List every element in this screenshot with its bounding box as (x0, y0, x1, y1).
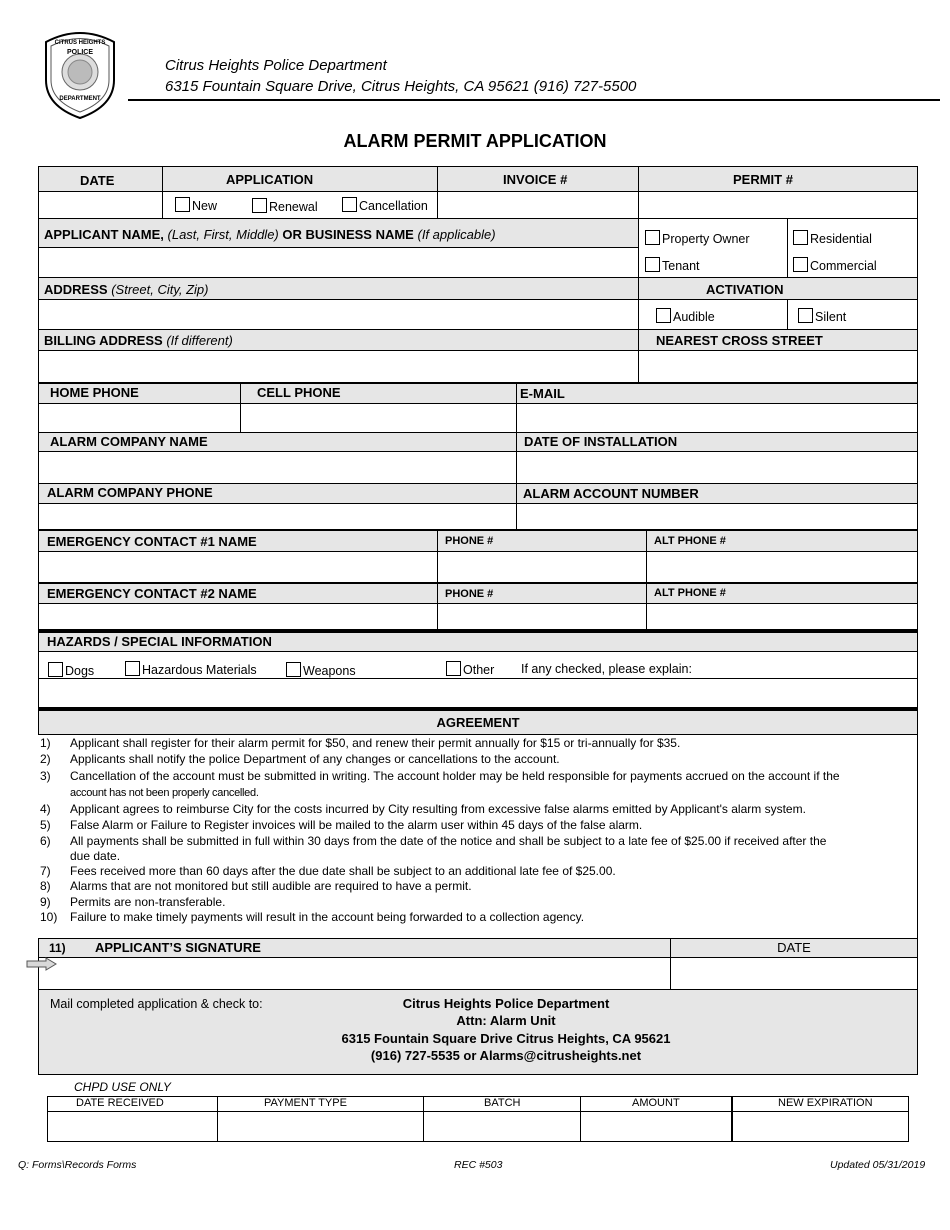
office-new-expiration-field[interactable] (733, 1112, 908, 1141)
page-title: ALARM PERMIT APPLICATION (343, 131, 607, 151)
hazard-dogs-checkbox[interactable]: Dogs (48, 662, 94, 678)
arrow-right-icon (26, 957, 58, 971)
date-label: DATE (80, 173, 115, 188)
address-field[interactable] (39, 300, 637, 329)
checkbox-icon (793, 257, 808, 272)
mail-address-line-1: Citrus Heights Police Department (402, 996, 610, 1011)
checkbox-icon (286, 662, 301, 677)
mail-prompt: Mail completed application & check to: (50, 997, 263, 1011)
agreement-item: account has not been properly cancelled. (70, 787, 259, 799)
checkbox-icon (798, 308, 813, 323)
alarm-account-number-label: ALARM ACCOUNT NUMBER (523, 486, 699, 501)
tenant-checkbox[interactable]: Tenant (645, 257, 700, 273)
residential-checkbox[interactable]: Residential (793, 230, 872, 246)
home-phone-label: HOME PHONE (50, 385, 139, 400)
alarm-company-name-field[interactable] (39, 452, 515, 483)
office-col-date-received: DATE RECEIVED (76, 1097, 164, 1109)
cell-phone-field[interactable] (241, 404, 515, 432)
checkbox-icon (793, 230, 808, 245)
hazard-explanation-field[interactable] (39, 679, 917, 707)
footer-form-number: REC #503 (454, 1159, 503, 1171)
agreement-item: 5) False Alarm or Failure to Register invoices will be mailed to the alarm user within 45 days of the false alarm. (40, 818, 643, 832)
ec2-alt-phone-field[interactable] (647, 604, 917, 629)
invoice-field[interactable] (438, 192, 637, 218)
mail-address-line-4: (916) 727-5535 or Alarms@citrusheights.net (370, 1048, 642, 1063)
badge-text-middle: POLICE (66, 49, 94, 56)
billing-address-field[interactable] (39, 351, 637, 382)
signature-field[interactable] (60, 958, 669, 989)
application-new-checkbox[interactable]: New (175, 197, 217, 213)
application-cancellation-checkbox[interactable]: Cancellation (342, 197, 428, 213)
ec2-phone-field[interactable] (438, 604, 645, 629)
permit-field[interactable] (639, 192, 917, 218)
police-badge-logo (42, 28, 118, 120)
mail-address-line-2: Attn: Alarm Unit (456, 1013, 556, 1028)
agreement-item: 8) Alarms that are not monitored but still audible are required to have a permit. (40, 879, 472, 893)
office-amount-field[interactable] (581, 1112, 730, 1141)
agreement-item: 6) All payments shall be submitted in full within 30 days from the date of the notice and shall be subject to a late fee of $25.00 if received after the (40, 834, 827, 848)
dept-name: Citrus Heights Police Department (165, 57, 387, 74)
office-col-batch: BATCH (484, 1097, 521, 1109)
ec2-alt-phone-label: ALT PHONE # (654, 587, 726, 599)
ec1-phone-field[interactable] (438, 552, 645, 582)
office-col-new-expiration: NEW EXPIRATION (778, 1097, 873, 1109)
agreement-item: 7) Fees received more than 60 days after the due date shall be subject to an additional late fee of $25.00. (40, 864, 616, 878)
agreement-item: 2) Applicants shall notify the police Department of any changes or cancellations to the account. (40, 752, 560, 766)
applicant-name-label: APPLICANT NAME, (Last, First, Middle) OR BUSINESS NAME (If applicable) (44, 227, 496, 242)
hazard-other-checkbox[interactable]: Other (446, 661, 494, 677)
office-batch-field[interactable] (424, 1112, 579, 1141)
commercial-checkbox[interactable]: Commercial (793, 257, 877, 273)
agreement-item: 1) Applicant shall register for their alarm permit for $50, and renew their permit annually for $15 or tri-annually for $35. (40, 736, 681, 750)
application-label: APPLICATION (226, 172, 314, 187)
applicant-name-field[interactable] (39, 248, 638, 277)
agreement-item: due date. (70, 849, 121, 863)
address-label: ADDRESS (Street, City, Zip) (44, 282, 209, 297)
invoice-label: INVOICE # (503, 172, 568, 187)
checkbox-icon (175, 197, 190, 212)
email-field[interactable] (517, 404, 917, 432)
checkbox-icon (125, 661, 140, 676)
audible-checkbox[interactable]: Audible (656, 308, 715, 324)
checkbox-icon (645, 257, 660, 272)
billing-address-label: BILLING ADDRESS (If different) (44, 333, 233, 348)
footer-updated: Updated 05/31/2019 (830, 1159, 926, 1171)
signature-number: 11) (49, 941, 66, 955)
ec2-name-field[interactable] (39, 604, 436, 629)
checkbox-icon (48, 662, 63, 677)
hazard-explain-prompt: If any checked, please explain: (521, 662, 692, 676)
checkbox-icon (645, 230, 660, 245)
office-date-received-field[interactable] (48, 1112, 216, 1141)
agreement-item: 9) Permits are non-transferable. (40, 895, 226, 909)
checkbox-icon (252, 198, 267, 213)
activation-label: ACTIVATION (706, 282, 784, 297)
agreement-item: 3) Cancellation of the account must be submitted in writing. The account holder may be held responsible for payments accrued on the account if the (40, 769, 840, 783)
application-renewal-checkbox[interactable]: Renewal (252, 198, 318, 214)
ec1-name-field[interactable] (39, 552, 436, 582)
checkbox-icon (656, 308, 671, 323)
agreement-item: 10) Failure to make timely payments will result in the account being forwarded to a collection agency. (40, 910, 585, 924)
dept-address: 6315 Fountain Square Drive, Citrus Heights, CA 95621 (916) 727-5500 (165, 78, 637, 95)
cell-phone-label: CELL PHONE (257, 385, 341, 400)
office-col-amount: AMOUNT (632, 1097, 680, 1109)
office-use-title: CHPD USE ONLY (74, 1080, 171, 1094)
badge-text-bottom: DEPARTMENT (59, 96, 101, 102)
cross-street-label: NEAREST CROSS STREET (656, 333, 823, 348)
signature-date-field[interactable] (671, 958, 917, 989)
alarm-company-phone-field[interactable] (39, 504, 515, 529)
ec1-alt-phone-label: ALT PHONE # (654, 535, 726, 547)
hazards-label: HAZARDS / SPECIAL INFORMATION (47, 634, 272, 649)
email-label: E-MAIL (520, 386, 565, 401)
office-col-payment-type: PAYMENT TYPE (264, 1097, 347, 1109)
permit-label: PERMIT # (733, 172, 793, 187)
header-rule (128, 99, 940, 101)
alarm-company-name-label: ALARM COMPANY NAME (50, 434, 208, 449)
ec2-phone-label: PHONE # (445, 588, 494, 600)
badge-text-top: CITRUS HEIGHTS (54, 40, 106, 46)
signature-label: APPLICANT’S SIGNATURE (95, 940, 261, 955)
date-field[interactable] (39, 192, 161, 218)
agreement-box (917, 735, 918, 939)
checkbox-icon (342, 197, 357, 212)
installation-date-label: DATE OF INSTALLATION (524, 434, 678, 449)
signature-date-label: DATE (777, 940, 811, 955)
hazard-weapons-checkbox[interactable]: Weapons (286, 662, 356, 678)
property-owner-checkbox[interactable]: Property Owner (645, 230, 750, 246)
office-payment-type-field[interactable] (218, 1112, 422, 1141)
cross-street-field[interactable] (639, 351, 917, 382)
alarm-company-phone-label: ALARM COMPANY PHONE (47, 485, 213, 500)
installation-date-field[interactable] (517, 452, 917, 483)
checkbox-icon (446, 661, 461, 676)
hazard-materials-checkbox[interactable]: Hazardous Materials (125, 661, 257, 677)
emergency-contact-1-label: EMERGENCY CONTACT #1 NAME (47, 534, 257, 549)
alarm-account-number-field[interactable] (517, 504, 917, 529)
silent-checkbox[interactable]: Silent (798, 308, 846, 324)
home-phone-field[interactable] (39, 404, 239, 432)
agreement-title: AGREEMENT (436, 715, 520, 730)
agreement-item: 4) Applicant agrees to reimburse City for the costs incurred by City resulting from excessive false alarms emitted by Applicant's alarm system. (40, 802, 806, 816)
ec1-phone-label: PHONE # (445, 535, 494, 547)
ec1-alt-phone-field[interactable] (647, 552, 917, 582)
emergency-contact-2-label: EMERGENCY CONTACT #2 NAME (47, 586, 257, 601)
footer-path: Q: Forms\Records Forms (18, 1159, 137, 1171)
mail-address-line-3: 6315 Fountain Square Drive Citrus Heights, CA 95621 (341, 1031, 671, 1046)
